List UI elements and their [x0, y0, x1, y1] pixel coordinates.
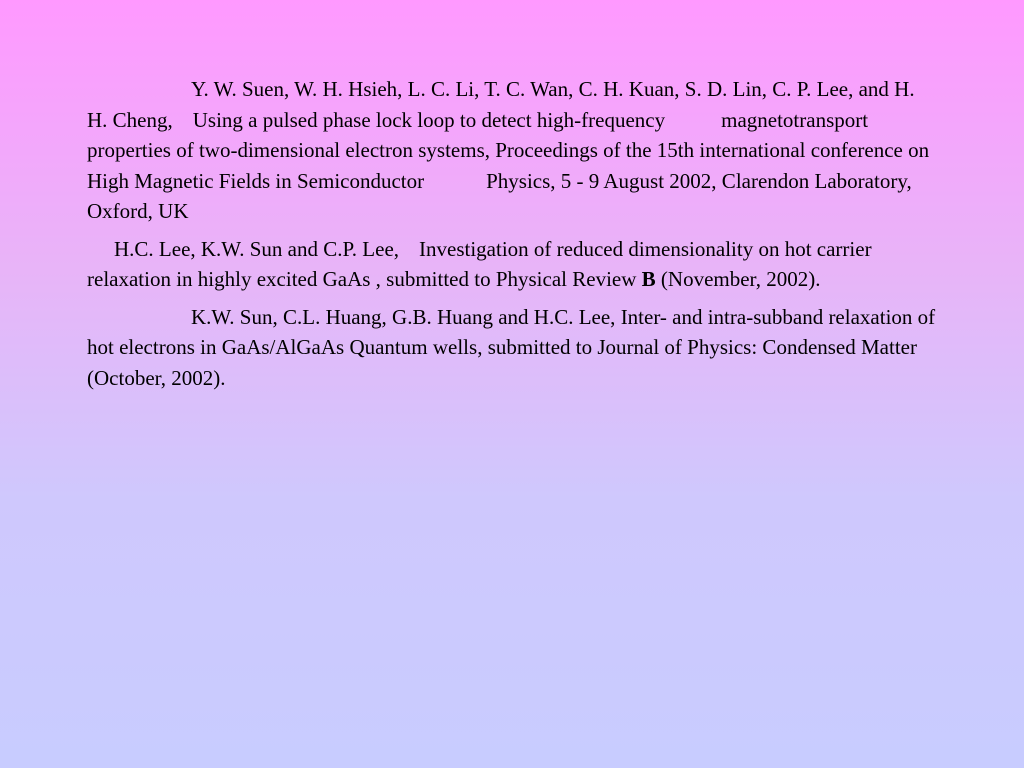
ref2-date: (November, 2002). [660, 267, 821, 291]
reference-item-2 [87, 234, 937, 295]
ref2-authors: H.C. Lee, K.W. Sun and C.P. Lee, [114, 236, 400, 261]
ref1-title-part3: Physics, 5 - 9 August 2002, Clarendon Laboratory, Oxford, UK [87, 168, 912, 223]
ref1-title-part2: magnetotransport properties of two-dimensional electron systems, Proceedings of the 15th international conference on High Magnetic Fields in Semiconductor [87, 107, 930, 193]
ref1-title-part1: Using a pulsed phase lock loop to detect high-frequency [192, 107, 666, 132]
ref3-rest: , submitted to Journal of Physics: Condensed Matter (October, 2002). [87, 335, 917, 390]
reference-item-3 [87, 302, 937, 394]
ref3-authors: K.W. Sun, C.L. Huang, G.B. Huang and H.C. Lee, [191, 304, 616, 329]
reference-list [87, 74, 937, 400]
ref2-journal-volume: B [641, 267, 656, 291]
ref1-authors: Y. W. Suen, W. H. Hsieh, L. C. Li, T. C. Wan, C. H. Kuan, S. D. Lin, C. P. Lee, and H. H. Cheng, [87, 77, 915, 132]
ref2-body: Investigation of reduced dimensionality on hot carrier relaxation in highly excited GaAs , submitted to Physical Review [87, 236, 872, 291]
reference-item-1 [87, 74, 937, 227]
ref3-title: Inter- and intra-subband relaxation of hot electrons in GaAs/AlGaAs Quantum wells [87, 304, 936, 359]
